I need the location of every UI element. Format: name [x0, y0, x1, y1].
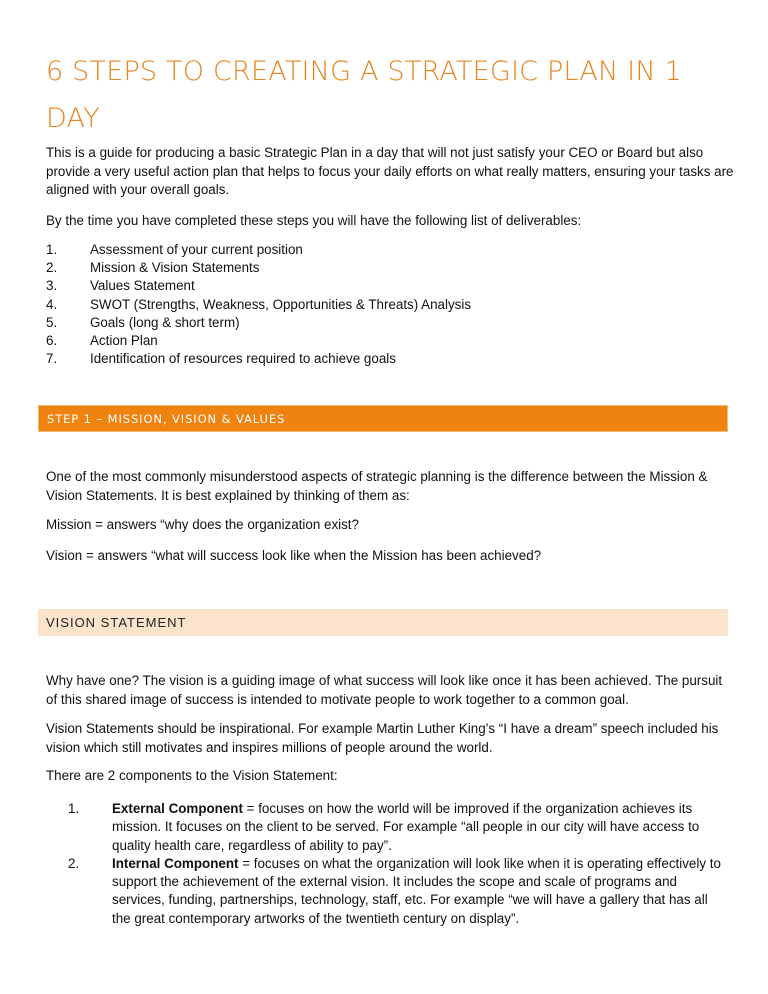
step1-paragraph: One of the most commonly misunderstood aspects of strategic planning is the difference between the Mission & Vision Statements. It is best explained by thinking of them as: [46, 469, 708, 503]
list-text: Identification of resources required to achieve goals [90, 351, 396, 367]
component-name: External Component [112, 801, 243, 816]
list-text [112, 855, 728, 928]
list-item [46, 259, 736, 277]
list-text: Action Plan [90, 333, 158, 349]
list-item [46, 332, 736, 350]
page-title: 6 STEPS TO CREATING A STRATEGIC PLAN IN 1 DAY [46, 56, 682, 134]
list-item [46, 314, 736, 332]
step1-heading-text: STEP 1 – MISSION, VISION & VALUES [47, 411, 286, 426]
list-text: SWOT (Strengths, Weakness, Opportunities & Threats) Analysis [90, 296, 472, 312]
components-list [68, 800, 728, 928]
list-number: 4. [46, 296, 58, 312]
step1-heading [38, 405, 728, 432]
list-text: Goals (long & short term) [90, 314, 240, 330]
list-number: 2. [68, 855, 80, 871]
list-item [68, 800, 728, 855]
deliverables-list [46, 241, 736, 368]
vision-heading-text: VISION STATEMENT [46, 615, 187, 630]
list-item [46, 296, 736, 314]
component-name: Internal Component [112, 855, 239, 871]
list-item [46, 277, 736, 295]
mission-definition: Mission = answers “why does the organization exist? [46, 517, 359, 532]
list-number: 1. [46, 242, 58, 257]
list-item [46, 350, 736, 368]
list-number: 2. [46, 260, 58, 276]
list-number: 3. [46, 278, 58, 294]
list-number: 1. [68, 801, 80, 816]
intro-paragraph: This is a guide for producing a basic Strategic Plan in a day that will not just satisfy your CEO or Board but also provide a very useful action plan that helps to focus your daily efforts on what really matters, ensuring your tasks are aligned with your overall goals. [46, 145, 734, 197]
vision-paragraph-2: Vision Statements should be inspirational. For example Martin Luther King’s “I have a dream” speech included his vision which still motivates and inspires millions of people around the world. [46, 721, 719, 755]
component-description: = focuses on what the organization will look like when it is operating effectively to support the achievement of the external vision. It includes the scope and scale of programs and services, funding, partnerships, technology, staff, etc. For example “we will have a gallery that has all the great contemporary artworks of the twentieth century on display”. [112, 855, 721, 926]
vision-statement-heading [38, 609, 728, 636]
component-description: = focuses on how the world will be improved if the organization achieves its mission. It focuses on the client to be served. For example “all people in our city will have access to quality health care, regardless of ability to pay”. [112, 801, 700, 853]
vision-paragraph-3: There are 2 components to the Vision Statement: [46, 768, 338, 783]
list-text: Mission & Vision Statements [90, 260, 260, 276]
list-number: 7. [46, 351, 58, 367]
vision-definition: Vision = answers “what will success look like when the Mission has been achieved? [46, 548, 542, 563]
deliverables-intro: By the time you have completed these steps you will have the following list of deliverables: [46, 213, 582, 228]
list-item [68, 855, 728, 928]
list-number: 6. [46, 333, 58, 349]
list-text: Values Statement [90, 278, 195, 294]
list-text: Assessment of your current position [90, 242, 303, 257]
list-text [112, 800, 728, 855]
list-item [46, 241, 736, 259]
list-number: 5. [46, 314, 58, 330]
vision-paragraph-1: Why have one? The vision is a guiding image of what success will look like once it has been achieved. The pursuit of this shared image of success is intended to motivate people to work together to a common goal. [46, 673, 723, 707]
